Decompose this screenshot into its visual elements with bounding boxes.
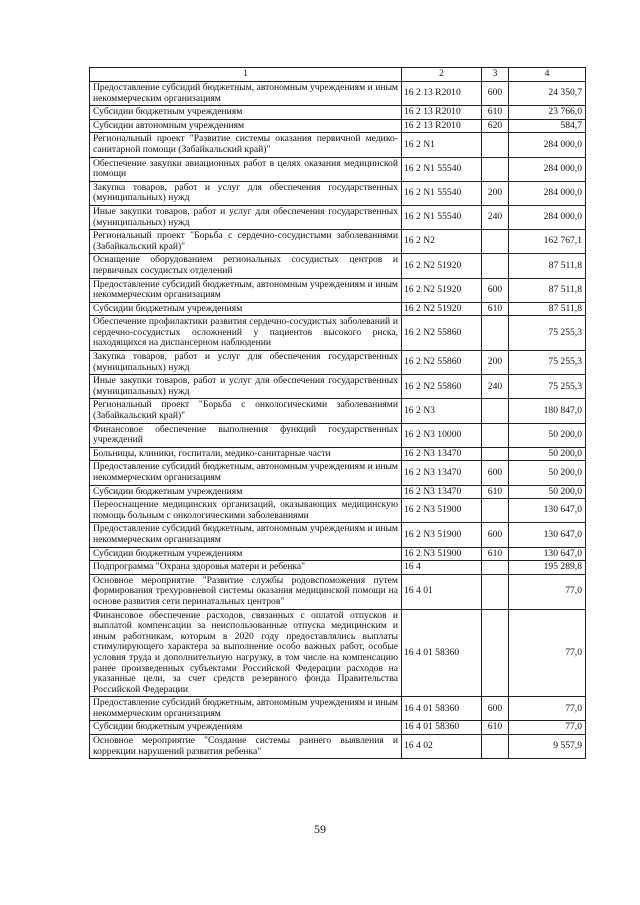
- table-row: [90, 302, 586, 316]
- row-type-cell: [482, 316, 509, 351]
- table-row: [90, 609, 586, 697]
- page-number: 59: [314, 822, 326, 836]
- row-code-cell: 16 2 N3 13470: [402, 461, 482, 485]
- table-row: [90, 119, 586, 133]
- row-code-cell: 16 2 N2 55860: [402, 351, 482, 375]
- row-code-cell: 16 2 N2 51920: [402, 254, 482, 278]
- row-code-cell: 16 2 N3: [402, 399, 482, 423]
- header-row: [90, 68, 586, 82]
- row-sum-cell: 584,7: [509, 119, 586, 133]
- row-name-cell: Региональный проект "Развитие системы оказания первичной медико-санитарной помощи (Забайкальский край)": [90, 133, 402, 157]
- table-row: [90, 399, 586, 423]
- row-sum-cell: 75 255,3: [509, 351, 586, 375]
- header-col-name: 1: [90, 68, 402, 82]
- row-sum-cell: 284 000,0: [509, 133, 586, 157]
- row-name-cell: Предоставление субсидий бюджетным, автономным учреждениям и иным некоммерческим организациям: [90, 697, 402, 721]
- row-sum-cell: 24 350,7: [509, 82, 586, 106]
- row-name-cell: Основное мероприятие "Создание системы раннего выявления и коррекции нарушений развития ребенка": [90, 735, 402, 759]
- table-row: [90, 230, 586, 254]
- table-row: [90, 721, 586, 735]
- row-type-cell: 240: [482, 375, 509, 399]
- table-row: [90, 278, 586, 302]
- table-body: [90, 82, 586, 759]
- row-code-cell: 16 2 N2 55860: [402, 316, 482, 351]
- row-type-cell: 610: [482, 721, 509, 735]
- row-name-cell: Обеспечение профилактики развития сердечно-сосудистых заболеваний и сердечно-сосудистых осложнений у пациентов высокого риска, находящихся на диспансерном наблюдении: [90, 316, 402, 351]
- row-sum-cell: 130 647,0: [509, 547, 586, 561]
- row-code-cell: 16 2 13 R2010: [402, 119, 482, 133]
- row-type-cell: [482, 609, 509, 697]
- row-code-cell: 16 4 01 58360: [402, 697, 482, 721]
- row-type-cell: 610: [482, 302, 509, 316]
- row-sum-cell: 284 000,0: [509, 157, 586, 181]
- row-sum-cell: 50 200,0: [509, 447, 586, 461]
- table-row: [90, 351, 586, 375]
- row-code-cell: 16 2 N3 51900: [402, 499, 482, 523]
- row-name-cell: Субсидии бюджетным учреждениям: [90, 485, 402, 499]
- row-type-cell: 600: [482, 278, 509, 302]
- row-name-cell: Региональный проект "Борьба с сердечно-сосудистыми заболеваниями (Забайкальский край)": [90, 230, 402, 254]
- row-sum-cell: 284 000,0: [509, 205, 586, 229]
- row-code-cell: 16 2 N2 51920: [402, 302, 482, 316]
- row-type-cell: [482, 574, 509, 609]
- table-row: [90, 82, 586, 106]
- row-type-cell: [482, 157, 509, 181]
- row-code-cell: 16 2 N3 13470: [402, 447, 482, 461]
- row-type-cell: 610: [482, 485, 509, 499]
- row-sum-cell: 23 766,0: [509, 106, 586, 120]
- table-row: [90, 447, 586, 461]
- row-type-cell: [482, 447, 509, 461]
- row-sum-cell: 50 200,0: [509, 423, 586, 447]
- row-type-cell: 200: [482, 351, 509, 375]
- row-name-cell: Обеспечение закупки авиационных работ в целях оказания медицинской помощи: [90, 157, 402, 181]
- row-type-cell: [482, 499, 509, 523]
- row-type-cell: 610: [482, 106, 509, 120]
- row-code-cell: 16 4 01 58360: [402, 609, 482, 697]
- row-sum-cell: 180 847,0: [509, 399, 586, 423]
- row-name-cell: Оснащение оборудованием региональных сосудистых центров и первичных сосудистых отделений: [90, 254, 402, 278]
- row-code-cell: 16 2 N1: [402, 133, 482, 157]
- row-type-cell: 610: [482, 547, 509, 561]
- row-code-cell: 16 2 N1 55540: [402, 205, 482, 229]
- table-row: [90, 697, 586, 721]
- row-code-cell: 16 2 N3 10000: [402, 423, 482, 447]
- row-code-cell: 16 4: [402, 561, 482, 575]
- row-code-cell: 16 2 N3 51900: [402, 547, 482, 561]
- row-type-cell: 600: [482, 82, 509, 106]
- row-code-cell: 16 4 02: [402, 735, 482, 759]
- row-type-cell: 200: [482, 181, 509, 205]
- row-type-cell: [482, 561, 509, 575]
- table-row: [90, 523, 586, 547]
- row-name-cell: Закупка товаров, работ и услуг для обеспечения государственных (муниципальных) нужд: [90, 351, 402, 375]
- row-type-cell: [482, 735, 509, 759]
- row-name-cell: Субсидии бюджетным учреждениям: [90, 547, 402, 561]
- table-row: [90, 461, 586, 485]
- table-row: [90, 316, 586, 351]
- row-name-cell: Предоставление субсидий бюджетным, автономным учреждениям и иным некоммерческим организациям: [90, 523, 402, 547]
- row-name-cell: Основное мероприятие "Развитие службы родовспоможения путем формирования трехуровневой системы оказания медицинской помощи на основе развития сети перинатальных центров": [90, 574, 402, 609]
- table-row: [90, 574, 586, 609]
- table-row: [90, 735, 586, 759]
- table-row: [90, 375, 586, 399]
- row-name-cell: Субсидии бюджетным учреждениям: [90, 302, 402, 316]
- row-code-cell: 16 2 N3 51900: [402, 523, 482, 547]
- row-code-cell: 16 2 N2 51920: [402, 278, 482, 302]
- row-type-cell: 600: [482, 523, 509, 547]
- row-name-cell: Иные закупки товаров, работ и услуг для обеспечения государственных (муниципальных) нужд: [90, 205, 402, 229]
- table-row: [90, 499, 586, 523]
- row-code-cell: 16 2 N3 13470: [402, 485, 482, 499]
- row-name-cell: Подпрограмма "Охрана здоровья матери и ребенка": [90, 561, 402, 575]
- row-name-cell: Предоставление субсидий бюджетным, автономным учреждениям и иным некоммерческим организациям: [90, 278, 402, 302]
- row-code-cell: 16 4 01: [402, 574, 482, 609]
- row-sum-cell: 87 511,8: [509, 302, 586, 316]
- row-sum-cell: 50 200,0: [509, 461, 586, 485]
- table-row: [90, 423, 586, 447]
- row-code-cell: 16 2 13 R2010: [402, 82, 482, 106]
- row-sum-cell: 284 000,0: [509, 181, 586, 205]
- row-name-cell: Региональный проект "Борьба с онкологическими заболеваниями (Забайкальский край)": [90, 399, 402, 423]
- row-type-cell: [482, 230, 509, 254]
- row-sum-cell: 87 511,8: [509, 254, 586, 278]
- row-type-cell: 600: [482, 697, 509, 721]
- row-sum-cell: 87 511,8: [509, 278, 586, 302]
- row-sum-cell: 75 255,3: [509, 375, 586, 399]
- table-row: [90, 133, 586, 157]
- row-sum-cell: 130 647,0: [509, 523, 586, 547]
- row-name-cell: Закупка товаров, работ и услуг для обеспечения государственных (муниципальных) нужд: [90, 181, 402, 205]
- row-sum-cell: 77,0: [509, 721, 586, 735]
- row-type-cell: [482, 399, 509, 423]
- row-sum-cell: 77,0: [509, 609, 586, 697]
- row-sum-cell: 75 255,3: [509, 316, 586, 351]
- table-row: [90, 254, 586, 278]
- row-code-cell: 16 2 N2: [402, 230, 482, 254]
- row-type-cell: [482, 133, 509, 157]
- budget-table: [89, 67, 586, 759]
- row-sum-cell: 9 557,9: [509, 735, 586, 759]
- row-name-cell: Предоставление субсидий бюджетным, автономным учреждениям и иным некоммерческим организациям: [90, 461, 402, 485]
- table-row: [90, 157, 586, 181]
- row-code-cell: 16 2 13 R2010: [402, 106, 482, 120]
- table-row: [90, 561, 586, 575]
- row-type-cell: 240: [482, 205, 509, 229]
- row-name-cell: Иные закупки товаров, работ и услуг для обеспечения государственных (муниципальных) нужд: [90, 375, 402, 399]
- budget-table-container: [89, 67, 585, 759]
- row-name-cell: Финансовое обеспечение выполнения функций государственных учреждений: [90, 423, 402, 447]
- row-sum-cell: 77,0: [509, 697, 586, 721]
- table-row: [90, 181, 586, 205]
- row-type-cell: [482, 254, 509, 278]
- row-sum-cell: 130 647,0: [509, 499, 586, 523]
- row-code-cell: 16 2 N1 55540: [402, 157, 482, 181]
- row-name-cell: Субсидии бюджетным учреждениям: [90, 106, 402, 120]
- header-col-sum: 4: [509, 68, 586, 82]
- row-type-cell: [482, 423, 509, 447]
- row-name-cell: Финансовое обеспечение расходов, связанных с оплатой отпусков и выплатой компенсации за неиспользованные отпуска медицинским и иным работникам, которым в 2020 году предоставлялись выплаты стимулирующего характера за выполнение особо важных работ, особые условия труда и дополнительную нагрузку, в том числе на компенсацию ранее произведенных субъектами Российской Федерации расходов на указанные цели, за счет средств резервного фонда Правительства Российской Федерации: [90, 609, 402, 697]
- row-type-cell: 620: [482, 119, 509, 133]
- row-name-cell: Субсидии бюджетным учреждениям: [90, 721, 402, 735]
- row-sum-cell: 50 200,0: [509, 485, 586, 499]
- row-name-cell: Больницы, клиники, госпитали, медико-санитарные части: [90, 447, 402, 461]
- table-row: [90, 485, 586, 499]
- table-row: [90, 205, 586, 229]
- row-code-cell: 16 4 01 58360: [402, 721, 482, 735]
- row-code-cell: 16 2 N1 55540: [402, 181, 482, 205]
- header-col-type: 3: [482, 68, 509, 82]
- table-row: [90, 106, 586, 120]
- row-name-cell: Субсидии автономным учреждениям: [90, 119, 402, 133]
- row-sum-cell: 195 289,8: [509, 561, 586, 575]
- row-name-cell: Предоставление субсидий бюджетным, автономным учреждениям и иным некоммерческим организациям: [90, 82, 402, 106]
- row-name-cell: Переоснащение медицинских организаций, оказывающих медицинскую помощь больным с онкологическими заболеваниями: [90, 499, 402, 523]
- table-row: [90, 547, 586, 561]
- row-type-cell: 600: [482, 461, 509, 485]
- header-col-code: 2: [402, 68, 482, 82]
- row-sum-cell: 162 767,1: [509, 230, 586, 254]
- row-code-cell: 16 2 N2 55860: [402, 375, 482, 399]
- row-sum-cell: 77,0: [509, 574, 586, 609]
